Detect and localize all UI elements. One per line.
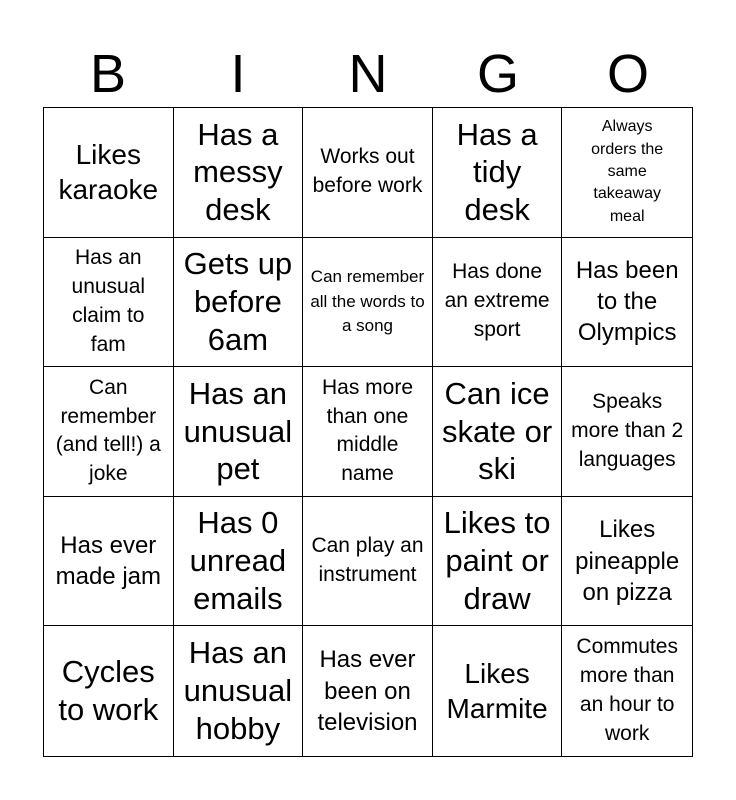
bingo-cell-text: Works out before work [312,145,423,198]
bingo-cell-text: Likes pineapple on pizza [575,516,680,606]
bingo-cell[interactable] [44,367,174,497]
bingo-cell-text: Gets up before 6am [183,246,293,357]
bingo-cell[interactable] [433,108,563,238]
bingo-cell[interactable] [433,497,563,627]
bingo-cell-text: Has a messy desk [193,116,283,228]
bingo-cell[interactable] [44,497,174,627]
bingo-cell[interactable] [303,626,433,756]
bingo-cell[interactable] [433,626,563,756]
bingo-cell[interactable] [44,626,174,756]
header-letter-i: I [230,44,246,104]
bingo-cell[interactable] [562,367,692,497]
bingo-cell[interactable] [562,108,692,238]
bingo-cell[interactable] [433,238,563,368]
bingo-grid [43,107,693,757]
bingo-cell-text: Cycles to work [58,654,159,728]
header-letter-n: N [348,44,388,104]
bingo-cell[interactable] [303,367,433,497]
bingo-cell[interactable] [433,367,563,497]
bingo-cell-text: Has an unusual claim to fam [71,245,146,356]
bingo-cell-text: Likes Marmite [446,658,548,725]
header-letter-b: B [89,44,127,104]
bingo-cell[interactable] [303,238,433,368]
bingo-cell[interactable] [44,108,174,238]
bingo-cell-text: Commutes more than an hour to work [576,635,678,746]
bingo-cell-text: Has been to the Olympics [575,257,679,347]
bingo-cell-text: Has done an extreme sport [444,260,550,342]
bingo-cell-text: Likes to paint or draw [443,505,551,616]
bingo-cell[interactable] [562,626,692,756]
bingo-cell[interactable] [174,367,304,497]
bingo-header [43,40,693,108]
bingo-cell-text: Likes karaoke [58,139,159,206]
bingo-cell[interactable] [174,108,304,238]
bingo-cell-text: Can remember (and tell!) a joke [55,375,161,486]
bingo-cell-text: Can ice skate or ski [441,375,553,487]
bingo-cell-text: Can remember all the words to a song [310,266,425,336]
bingo-cell[interactable] [562,238,692,368]
bingo-cell[interactable] [303,497,433,627]
header-letter-g: G [476,44,519,104]
bingo-cell-text: Has an unusual hobby [183,635,293,747]
bingo-cell-text: Has 0 unread emails [189,505,287,616]
bingo-cell-text: Has an unusual pet [183,375,293,487]
bingo-cell[interactable] [174,626,304,756]
bingo-cell-text: Has ever made jam [55,531,161,591]
bingo-cell[interactable] [303,108,433,238]
bingo-cell-text: Has ever been on television [317,646,418,736]
bingo-cell[interactable] [44,238,174,368]
bingo-cell[interactable] [174,497,304,627]
bingo-cell-text: Has a tidy desk [456,116,538,228]
header-letter-o: O [606,44,649,104]
bingo-cell-text: Always orders the same takeaway meal [591,118,664,225]
bingo-cell-text: Can play an instrument [311,534,424,587]
bingo-cell-text: Has more than one middle name [321,375,413,486]
bingo-cell[interactable] [174,238,304,368]
bingo-cell[interactable] [562,497,692,627]
bingo-cell-text: Speaks more than 2 languages [571,390,684,471]
